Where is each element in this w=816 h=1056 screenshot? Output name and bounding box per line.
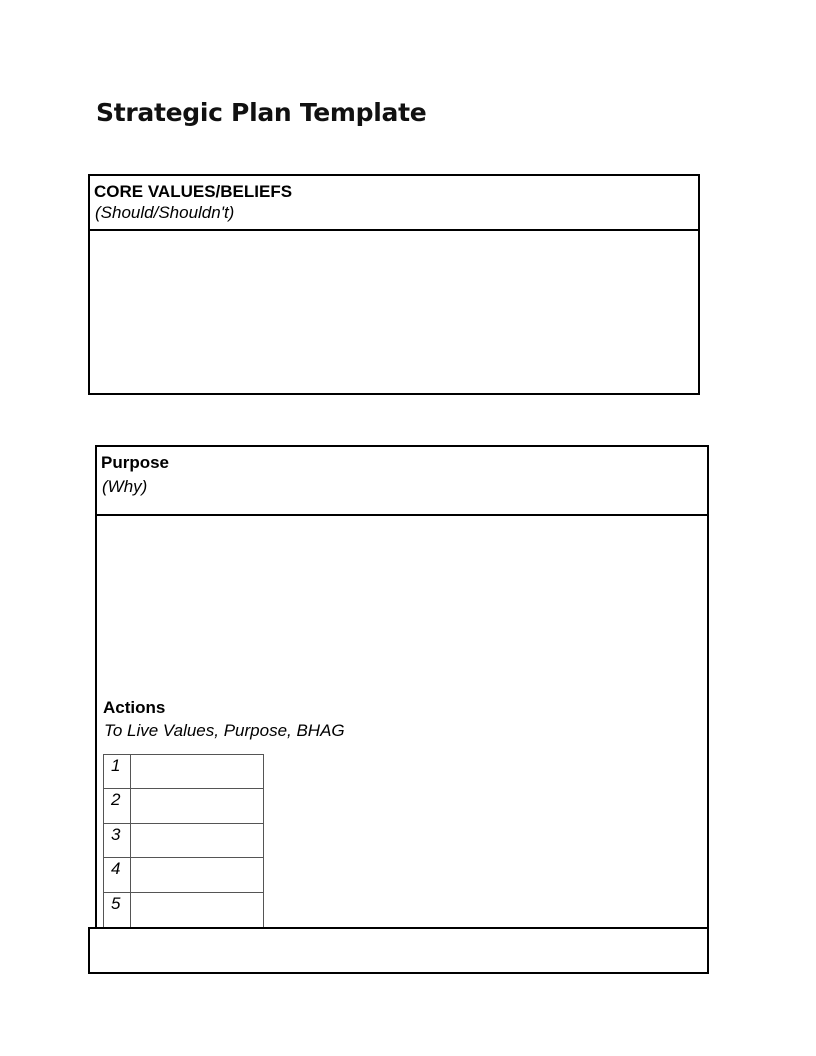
actions-heading: Actions <box>103 698 166 717</box>
actions-subheading: To Live Values, Purpose, BHAG <box>104 721 345 740</box>
purpose-right-border <box>707 445 709 929</box>
action-row-number: 1 <box>111 756 121 775</box>
actions-table <box>103 754 265 928</box>
action-row-input[interactable] <box>132 824 262 857</box>
action-row-number: 5 <box>111 894 121 913</box>
action-row-number: 4 <box>111 859 121 878</box>
action-row-number: 3 <box>111 825 121 844</box>
action-row-number: 2 <box>111 790 121 809</box>
purpose-heading: Purpose <box>101 453 170 472</box>
purpose-top-border <box>95 445 709 447</box>
page-title: Strategic Plan Template <box>96 98 427 127</box>
action-row-input[interactable] <box>132 893 262 928</box>
action-row-input[interactable] <box>132 858 262 892</box>
bottom-box[interactable] <box>88 927 709 974</box>
core-values-input-area[interactable] <box>90 231 698 393</box>
core-values-heading: CORE VALUES/BELIEFS <box>94 182 293 201</box>
core-values-subheading: (Should/Shouldn't) <box>95 203 235 222</box>
purpose-input-area[interactable] <box>97 516 707 692</box>
action-row-input[interactable] <box>132 789 262 823</box>
action-row-input[interactable] <box>132 755 262 788</box>
purpose-subheading: (Why) <box>102 477 148 496</box>
